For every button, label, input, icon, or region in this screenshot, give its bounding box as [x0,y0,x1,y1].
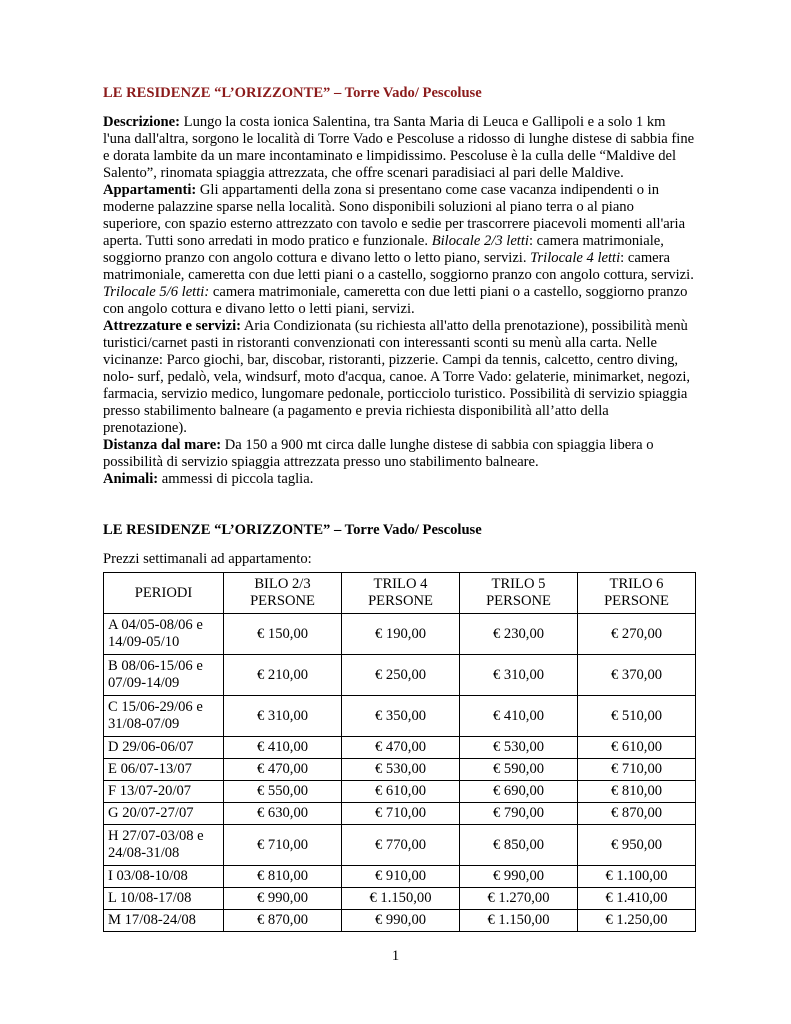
header-periodi: PERIODI [104,573,224,614]
price-cell: € 610,00 [342,781,460,803]
price-cell: € 370,00 [578,655,696,696]
page-title: LE RESIDENZE “L’ORIZZONTE” – Torre Vado/ Pescoluse [103,85,482,101]
table-row [104,655,696,696]
header-trilo6: TRILO 6 PERSONE [578,573,696,614]
price-cell: € 710,00 [342,803,460,825]
price-cell: € 1.150,00 [460,910,578,932]
price-cell: € 990,00 [342,910,460,932]
table-row [104,825,696,866]
price-cell: € 1.250,00 [578,910,696,932]
table-row [104,910,696,932]
document-page [103,85,695,932]
trilocale56-label: Trilocale 5/6 letti: [103,284,210,300]
table-row [104,759,696,781]
animali-text: ammessi di piccola taglia. [158,471,314,487]
attrezzature-text: Aria Condizionata (su richiesta all'atto della prenotazione), possibilità menù turistici/carnet pasti in ristoranti convenzionati con interessanti sconti su menù alla carta. Nelle vicinanze: Parco giochi, bar, discobar, ristoranti, pizzerie. Campi da tennis, calcetto, centro diving, nolo- surf, pedalò, vela, windsurf, moto d'acqua, canoe. A Torre Vado: gelaterie, minimarket, negozi, farmacia, servizio medico, lungomare pedonale, porticciolo turistico. Possibilità di servizio spiaggia presso stabilimento balneare (a pagamento e previa richiesta disponibilità all’atto della prenotazione). [103,318,691,436]
price-cell: € 710,00 [224,825,342,866]
table-row [104,696,696,737]
price-cell: € 210,00 [224,655,342,696]
price-cell: € 230,00 [460,614,578,655]
table-row [104,614,696,655]
table-row [104,888,696,910]
price-cell: € 310,00 [460,655,578,696]
descrizione-label: Descrizione: [103,114,180,130]
period-cell: M 17/08-24/08 [104,910,224,932]
price-cell: € 470,00 [224,759,342,781]
descrizione-text: Lungo la costa ionica Salentina, tra Santa Maria di Leuca e Gallipoli e a solo 1 km l'una dall'altra, sorgono le località di Torre Vado e Pescoluse a ridosso di lunghe distese di sabbia fine e dorata lambite da un mare incontaminato e limpidissimo. Pescoluse è la culla delle “Maldive del Salento”, rinomata spiaggia attrezzata, che offre scenari paradisiaci al pari delle Maldive. [103,114,695,181]
price-cell: € 770,00 [342,825,460,866]
price-cell: € 790,00 [460,803,578,825]
header-trilo4: TRILO 4 PERSONE [342,573,460,614]
price-cell: € 850,00 [460,825,578,866]
price-cell: € 1.100,00 [578,866,696,888]
price-cell: € 350,00 [342,696,460,737]
price-cell: € 610,00 [578,737,696,759]
distanza-text: Da 150 a 900 mt circa dalle lunghe distese di sabbia con spiaggia libera o possibilità di servizio spiaggia attrezzata presso uno stabilimento balneare. [103,437,654,470]
price-cell: € 910,00 [342,866,460,888]
table-row [104,803,696,825]
price-cell: € 990,00 [224,888,342,910]
attrezzature-paragraph [103,318,695,437]
distanza-label: Distanza dal mare: [103,437,222,453]
price-cell: € 410,00 [460,696,578,737]
price-table [103,572,696,932]
animali-label: Animali: [103,471,159,487]
price-cell: € 710,00 [578,759,696,781]
attrezzature-label: Attrezzature e servizi: [103,318,242,334]
price-cell: € 870,00 [578,803,696,825]
price-cell: € 870,00 [224,910,342,932]
appartamenti-text-4: camera matrimoniale, cameretta con due letti piani o a castello, soggiorno pranzo con angolo cottura e divano letto o letti piani, servizi. [103,284,688,317]
table-row [104,781,696,803]
price-cell: € 270,00 [578,614,696,655]
table-row [104,866,696,888]
period-cell: L 10/08-17/08 [104,888,224,910]
price-cell: € 950,00 [578,825,696,866]
price-cell: € 1.150,00 [342,888,460,910]
price-cell: € 550,00 [224,781,342,803]
price-cell: € 590,00 [460,759,578,781]
period-cell: E 06/07-13/07 [104,759,224,781]
price-cell: € 150,00 [224,614,342,655]
price-cell: € 630,00 [224,803,342,825]
price-cell: € 810,00 [224,866,342,888]
price-cell: € 690,00 [460,781,578,803]
price-cell: € 990,00 [460,866,578,888]
price-cell: € 510,00 [578,696,696,737]
prices-intro: Prezzi settimanali ad appartamento: [103,551,312,567]
price-cell: € 530,00 [460,737,578,759]
appartamenti-text-1: Gli appartamenti della zona si presentano come case vacanza indipendenti o in moderne palazzine sparse nella località. Sono disponibili soluzioni al piano terra o al piano superiore, con spazio esterno attrezzato con tavolo e sedie per trascorrere piacevoli momenti all'aria aperta. Tutti sono arredati in modo pratico e funzionale. [103,182,686,249]
descrizione-paragraph [103,114,695,182]
bilocale-label: Bilocale 2/3 letti [431,233,529,249]
price-cell: € 310,00 [224,696,342,737]
period-cell: F 13/07-20/07 [104,781,224,803]
period-cell: A 04/05-08/06 e 14/09-05/10 [104,614,224,655]
period-cell: H 27/07-03/08 e 24/08-31/08 [104,825,224,866]
price-cell: € 530,00 [342,759,460,781]
page-number: 1 [391,948,400,964]
price-cell: € 190,00 [342,614,460,655]
price-cell: € 1.270,00 [460,888,578,910]
distanza-paragraph [103,437,695,471]
price-cell: € 1.410,00 [578,888,696,910]
appartamenti-text-2: : camera matrimoniale, soggiorno pranzo con angolo cottura e divano letto o letto piano, servizi. [103,233,664,266]
appartamenti-label: Appartamenti: [103,182,197,198]
appartamenti-text-3: : camera matrimoniale, cameretta con due letti piani o a castello, soggiorno pranzo con angolo cottura, servizi. [103,250,694,283]
price-cell: € 410,00 [224,737,342,759]
animali-paragraph [103,471,695,488]
description-block [103,114,695,488]
period-cell: B 08/06-15/06 e 07/09-14/09 [104,655,224,696]
prices-title: LE RESIDENZE “L’ORIZZONTE” – Torre Vado/ Pescoluse [103,522,482,538]
trilocale4-label: Trilocale 4 letti [530,250,621,266]
price-cell: € 470,00 [342,737,460,759]
period-cell: G 20/07-27/07 [104,803,224,825]
price-cell: € 250,00 [342,655,460,696]
header-trilo5: TRILO 5 PERSONE [460,573,578,614]
period-cell: C 15/06-29/06 e 31/08-07/09 [104,696,224,737]
price-cell: € 810,00 [578,781,696,803]
table-row [104,737,696,759]
period-cell: I 03/08-10/08 [104,866,224,888]
table-header-row [104,573,696,614]
period-cell: D 29/06-06/07 [104,737,224,759]
appartamenti-paragraph [103,182,695,318]
header-bilo23: BILO 2/3 PERSONE [224,573,342,614]
